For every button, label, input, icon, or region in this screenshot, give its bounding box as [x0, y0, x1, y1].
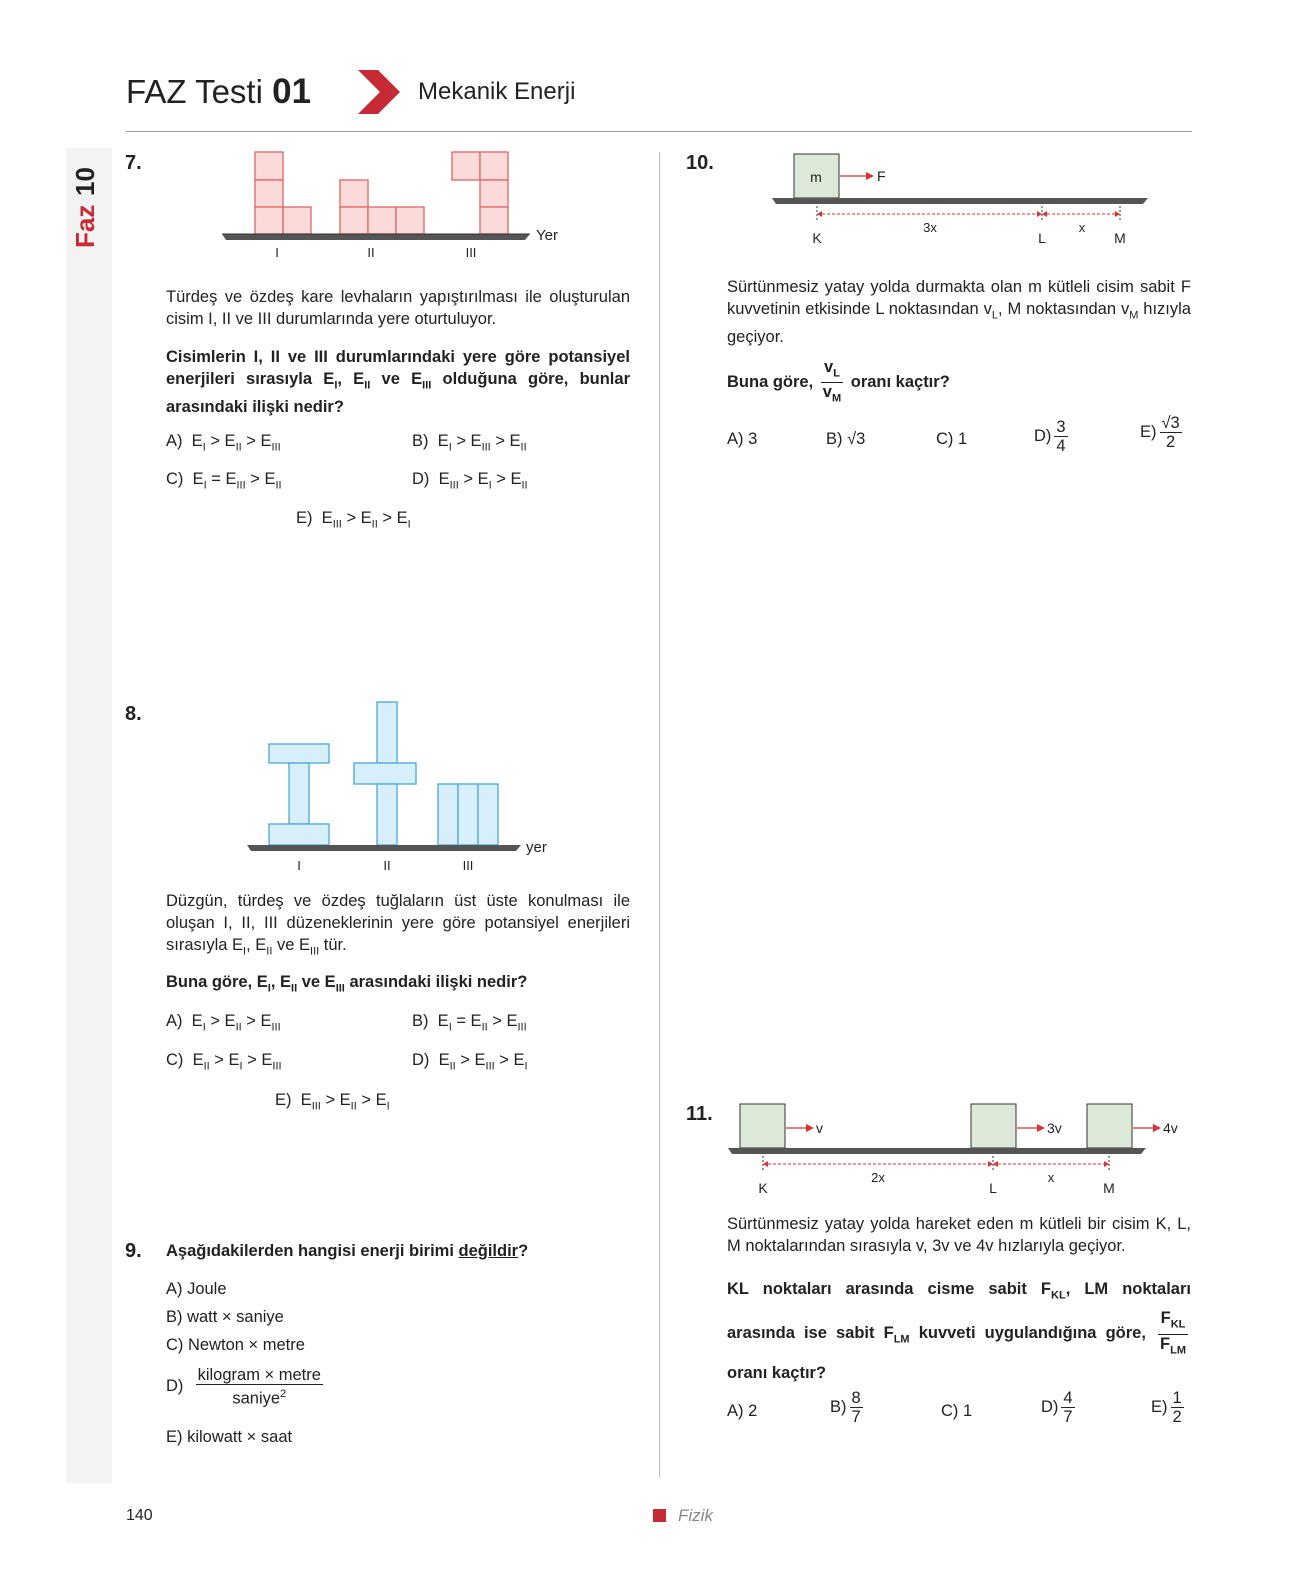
q9-option-a[interactable]: A) Joule: [166, 1280, 227, 1298]
q8-option-a[interactable]: A) $E_I > E_{II} > E_{III}$: [166, 1012, 281, 1034]
q7-option-a[interactable]: A) $E_I > E_{II} > E_{III}$: [166, 432, 281, 454]
q7-option-e[interactable]: E) $E_{III} > E_{II} > E_I$: [296, 509, 411, 531]
q10-force-label: F: [877, 168, 886, 184]
q8-option-e[interactable]: E) $E_{III} > E_{II} > E_I$: [275, 1091, 390, 1113]
q7-option-b[interactable]: B) $E_I > E_{III} > E_{II}$: [412, 432, 527, 454]
q10-option-d[interactable]: D) $\frac{3}{4}$: [1034, 418, 1066, 455]
q10-stem: Sürtünmesiz yatay yolda durmakta olan m kütleli cisim sabit F kuvvetinin etkisinde L noktasından $v_L$, M noktasından $v_M$ hızıyla geçiyor.: [727, 278, 1191, 347]
q7-stem: Türdeş ve özdeş kare levhaların yapıştırılması ile oluşturulan cisim I, II ve III durumlarında yere oturtuluyor.: [166, 288, 630, 328]
q11-option-a[interactable]: A) 2: [727, 1402, 758, 1420]
q9-number: 9.: [125, 1240, 142, 1262]
q11-point-L: L: [989, 1180, 997, 1196]
q8-ground-label: yer: [526, 839, 547, 856]
side-strip: [66, 148, 112, 1483]
q11-dist-x: x: [1047, 1170, 1055, 1185]
q10-option-e[interactable]: E) $\frac{√3}{2}$: [1140, 414, 1180, 451]
q8-label-II: II: [383, 858, 391, 873]
q7-label-II: II: [367, 245, 375, 260]
footer-subject: Fizik: [678, 1506, 713, 1525]
q7-option-d[interactable]: D) $E_{III} > E_I > E_{II}$: [412, 470, 528, 492]
grade-label: 10: [70, 167, 100, 196]
q11-speed-3v: 3v: [1047, 1120, 1062, 1136]
q8-option-c[interactable]: C) $E_{II} > E_I > E_{III}$: [166, 1051, 282, 1073]
q11-speed-v: v: [816, 1120, 823, 1136]
q9-option-c[interactable]: C) Newton × metre: [166, 1336, 305, 1354]
q9-question: Aşağıdakilerden hangisi enerji birimi değildir?: [166, 1242, 529, 1260]
q10-point-K: K: [812, 230, 822, 246]
q10-dist-3x: 3x: [923, 220, 937, 235]
q10-question: Buna göre, $\frac{v_L}{v_M}$ oranı kaçtır?: [727, 358, 950, 405]
q11-number: 11.: [686, 1103, 713, 1125]
q11-point-K: K: [758, 1180, 768, 1196]
q11-stem: Sürtünmesiz yatay yolda hareket eden m kütleli bir cisim K, L, M noktalarından sırasıyla v, 3v ve 4v hızlarıyla geçiyor.: [727, 1215, 1191, 1255]
q7-ground-label: Yer: [536, 227, 558, 244]
q11-option-c[interactable]: C) 1: [941, 1402, 973, 1420]
q7-option-c[interactable]: C) $E_I = E_{III} > E_{II}$: [166, 470, 282, 492]
q8-stem: Düzgün, türdeş ve özdeş tuğlaların üst üste konulması ile oluşan I, II, III düzeneklerinin yere göre potansiyel enerjileri sırasıyla $E_I$, $E_{II}$ ve $E_{III}$ tür.: [166, 892, 630, 958]
page-number: 140: [126, 1507, 153, 1524]
q8-label-III: III: [462, 858, 474, 873]
q10-dist-x: x: [1078, 220, 1086, 235]
chevron-arrow-icon: [356, 68, 402, 116]
q11-point-M: M: [1103, 1180, 1115, 1196]
q11-question: KL noktaları arasında cisme sabit $F_{KL}$, LM noktaları arasında ise sabit $F_{LM}$ kuvveti uygulandığına göre, $\frac{F_{KL}}{F_{LM}}$ oranı kaçtır?: [727, 1280, 1191, 1382]
page-title: FAZ Testi 01: [126, 72, 312, 111]
q8-option-d[interactable]: D) $E_{II} > E_{III} > E_I$: [412, 1051, 528, 1073]
q7-label-I: I: [275, 245, 279, 260]
footer-square-icon: [653, 1509, 666, 1522]
q10-number: 10.: [686, 152, 714, 174]
q10-mass-label: m: [810, 169, 822, 185]
q10-option-b[interactable]: B) √3: [826, 430, 866, 448]
side-brand: [66, 148, 112, 258]
q10-option-a[interactable]: A) 3: [727, 430, 758, 448]
q9-option-d[interactable]: D) $\frac{\text{kilogram × metre}}{saniye^2}$: [166, 1366, 321, 1408]
brand-logo: Faz: [70, 204, 100, 248]
q9-option-e[interactable]: E) kilowatt × saat: [166, 1428, 293, 1446]
q10-figure: [770, 152, 1150, 252]
q9-option-b[interactable]: B) watt × saniye: [166, 1308, 284, 1326]
column-divider: [659, 152, 660, 1477]
q8-question: Buna göre, $E_I$, $E_{II}$ ve $E_{III}$ arasındaki ilişki nedir?: [166, 973, 528, 995]
q10-point-M: M: [1114, 230, 1126, 246]
q7-figure: [220, 150, 580, 265]
q11-dist-2x: 2x: [871, 1170, 885, 1185]
q8-figure: [245, 700, 565, 875]
q10-option-c[interactable]: C) 1: [936, 430, 968, 448]
q7-number: 7.: [125, 152, 142, 174]
page-subtitle: Mekanik Enerji: [418, 78, 576, 105]
q7-question: Cisimlerin I, II ve III durumlarındaki yere göre potansiyel enerjileri sırasıyla $E_I$, $E_{II}$ ve $E_{III}$ olduğuna göre, bunlar arasındaki ilişki nedir?: [166, 348, 630, 417]
q11-option-e[interactable]: E) $\frac{1}{2}$: [1151, 1389, 1182, 1426]
q11-figure: [726, 1102, 1186, 1202]
q8-label-I: I: [297, 858, 301, 873]
q11-option-d[interactable]: D) $\frac{4}{7}$: [1041, 1389, 1073, 1426]
q8-option-b[interactable]: B) $E_I = E_{II} > E_{III}$: [412, 1012, 527, 1034]
q11-option-b[interactable]: B) $\frac{8}{7}$: [830, 1389, 861, 1426]
header-rule: [126, 131, 1192, 132]
q11-speed-4v: 4v: [1163, 1120, 1178, 1136]
q7-label-III: III: [465, 245, 477, 260]
q8-number: 8.: [125, 703, 142, 725]
q10-point-L: L: [1038, 230, 1046, 246]
